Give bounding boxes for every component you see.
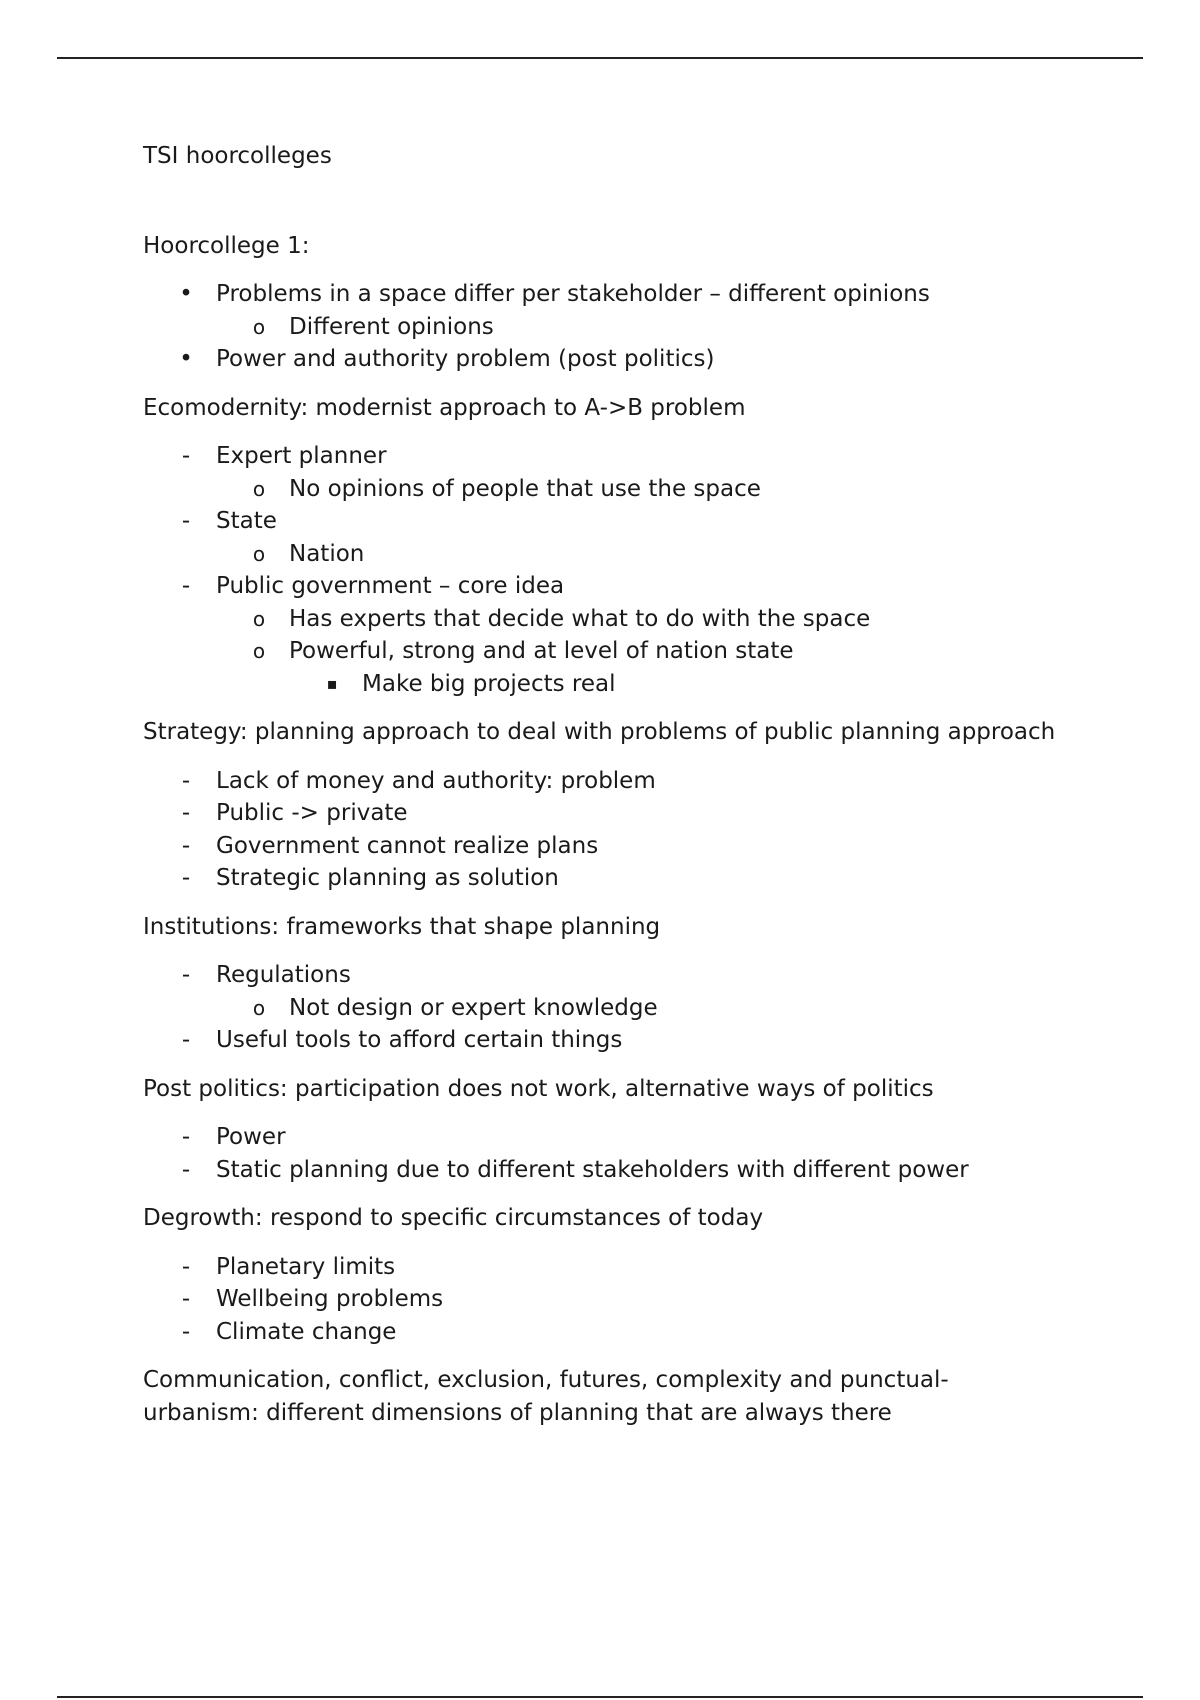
- list-item: [143, 505, 1063, 538]
- list-item-text: Nation: [289, 540, 365, 567]
- list-item-text: Different opinions: [289, 313, 494, 340]
- section: [143, 392, 1063, 701]
- list-item: [143, 765, 1063, 798]
- dash-marker: [171, 1024, 201, 1057]
- dash-marker: [171, 570, 201, 603]
- list-item-text: State: [216, 508, 277, 534]
- list-item: [143, 862, 1063, 895]
- list-item-text: Make big projects real: [362, 670, 616, 697]
- intro-list: [143, 278, 1063, 376]
- list-item: [143, 635, 1063, 668]
- list-item-text: No opinions of people that use the space: [289, 475, 761, 502]
- square-marker: [317, 668, 347, 701]
- section: [143, 716, 1063, 895]
- section-list: [143, 440, 1063, 700]
- circle-marker: [244, 635, 274, 668]
- dash-marker: [171, 1283, 201, 1316]
- list-item: [143, 668, 1063, 701]
- list-item-text: Strategic planning as solution: [216, 865, 559, 891]
- dash-marker: [171, 797, 201, 830]
- section: [143, 1073, 1063, 1187]
- list-item: [143, 1316, 1063, 1349]
- section-heading: Strategy: planning approach to deal with problems of public planning approach: [143, 719, 1056, 745]
- lecture-heading: Hoorcollege 1:: [143, 232, 310, 259]
- list-item-text: Powerful, strong and at level of nation state: [289, 638, 794, 664]
- list-item: [143, 440, 1063, 473]
- circle-marker: [244, 538, 274, 571]
- list-item: [143, 278, 1063, 311]
- list-item-text: Lack of money and authority: problem: [216, 767, 656, 794]
- list-item-text: Problems in a space differ per stakeholder – different opinions: [216, 281, 930, 307]
- section-heading: Ecomodernity: modernist approach to A->B problem: [143, 394, 746, 421]
- list-item-text: Power: [216, 1124, 286, 1150]
- section: [143, 1202, 1063, 1348]
- list-item: [143, 830, 1063, 863]
- list-item-text: Climate change: [216, 1318, 397, 1345]
- section-heading: Institutions: frameworks that shape planning: [143, 913, 661, 940]
- list-item: [143, 603, 1063, 636]
- list-item: [143, 1283, 1063, 1316]
- list-item: [143, 1154, 1063, 1187]
- circle-marker: [244, 473, 274, 506]
- dash-marker: [171, 959, 201, 992]
- bullet-marker: [171, 343, 201, 376]
- section-heading: Post politics: participation does not work, alternative ways of politics: [143, 1075, 934, 1102]
- list-item: [143, 570, 1063, 603]
- list-item-text: Static planning due to different stakeholders with different power: [216, 1156, 969, 1183]
- header-rule: [57, 57, 1143, 59]
- dash-marker: [171, 440, 201, 473]
- document-body: [143, 140, 1063, 1429]
- list-item: [143, 992, 1063, 1025]
- dash-marker: [171, 830, 201, 863]
- footer-rule: [57, 1696, 1143, 1698]
- bullet-marker: [171, 278, 201, 311]
- list-item-text: Power and authority problem (post politics): [216, 346, 715, 372]
- dash-marker: [171, 1154, 201, 1187]
- dash-marker: [171, 765, 201, 798]
- document-title: TSI hoorcolleges: [143, 143, 332, 169]
- list-item-text: Wellbeing problems: [216, 1286, 444, 1312]
- list-item-text: Planetary limits: [216, 1253, 396, 1280]
- sections-container: [143, 392, 1063, 1430]
- section-list: [143, 1121, 1063, 1186]
- circle-marker: [244, 992, 274, 1025]
- section-list: [143, 959, 1063, 1057]
- dash-marker: [171, 505, 201, 538]
- list-item: [143, 473, 1063, 506]
- section: [143, 911, 1063, 1057]
- list-item: [143, 1024, 1063, 1057]
- list-item: [143, 1121, 1063, 1154]
- dash-marker: [171, 1251, 201, 1284]
- list-item: [143, 343, 1063, 376]
- circle-marker: [244, 311, 274, 344]
- list-item-text: Public government – core idea: [216, 573, 565, 599]
- list-item-text: Expert planner: [216, 443, 387, 469]
- list-item-text: Public -> private: [216, 800, 408, 826]
- list-item: [143, 538, 1063, 571]
- list-item-text: Government cannot realize plans: [216, 832, 599, 859]
- list-item: [143, 1251, 1063, 1284]
- list-item-text: Useful tools to afford certain things: [216, 1027, 623, 1053]
- section-heading: Degrowth: respond to specific circumstances of today: [143, 1205, 764, 1231]
- dash-marker: [171, 862, 201, 895]
- dash-marker: [171, 1121, 201, 1154]
- list-item: [143, 311, 1063, 344]
- section-list: [143, 765, 1063, 895]
- list-item-text: Not design or expert knowledge: [289, 994, 658, 1021]
- dash-marker: [171, 1316, 201, 1349]
- section: [143, 1364, 1063, 1429]
- section-list: [143, 1251, 1063, 1349]
- list-item: [143, 797, 1063, 830]
- list-item: [143, 959, 1063, 992]
- circle-marker: [244, 603, 274, 636]
- list-item-text: Regulations: [216, 962, 351, 988]
- list-item-text: Has experts that decide what to do with the space: [289, 605, 871, 632]
- section-heading: Communication, conflict, exclusion, futures, complexity and punctual-urbanism: different dimensions of planning that are always there: [143, 1367, 949, 1426]
